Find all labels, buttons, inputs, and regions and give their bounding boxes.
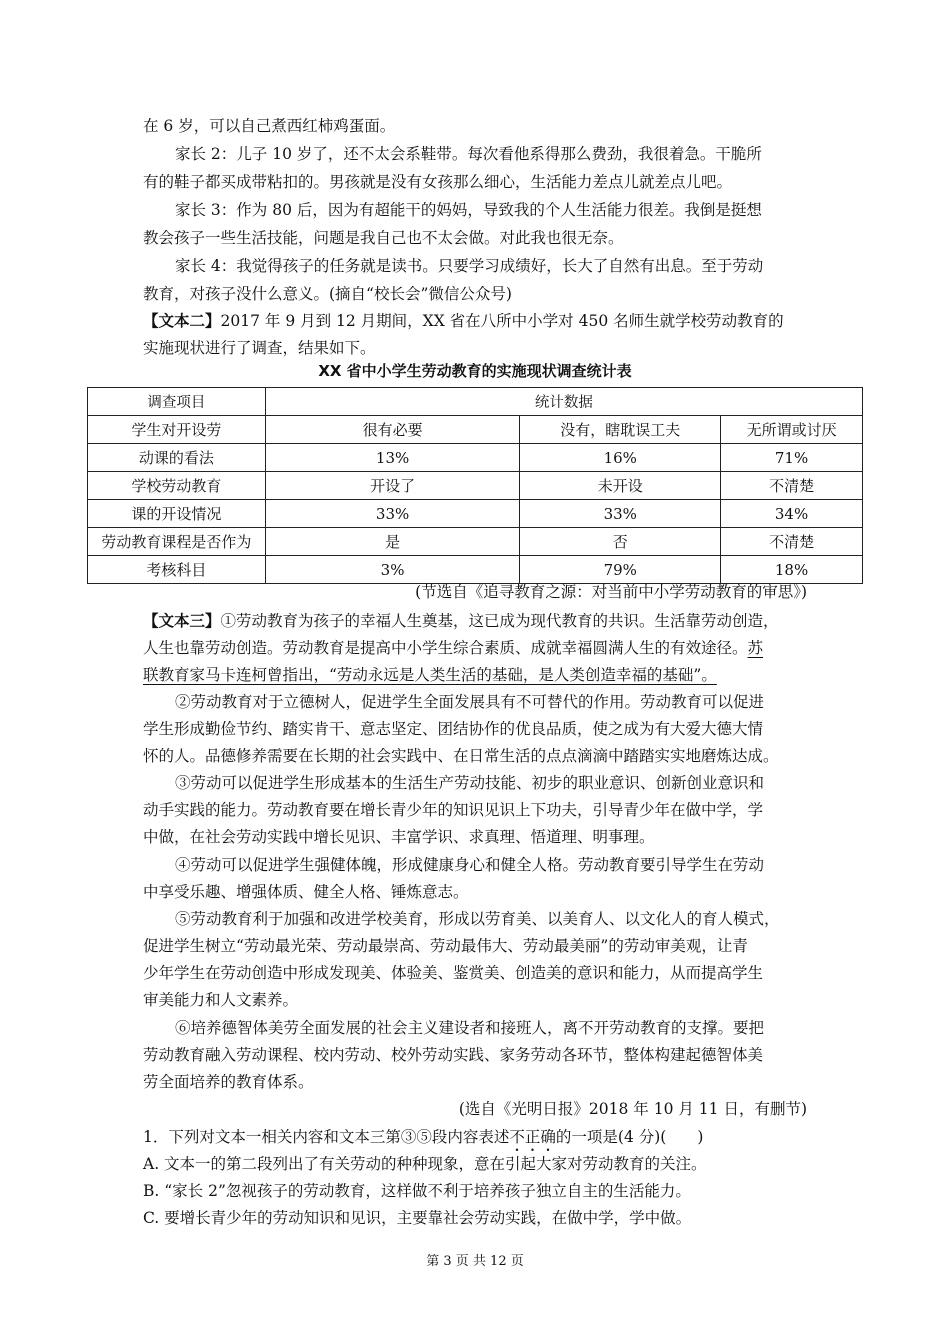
item-cell: 学生对开设劳 — [88, 416, 266, 444]
text3-line: 中享受乐趣、增强体质、健全人格、锤炼意志。 — [143, 883, 469, 901]
table-row — [88, 556, 863, 584]
text3-label: 【文本三】 — [143, 611, 221, 630]
table-row — [88, 528, 863, 556]
value-cell: 13% — [265, 444, 520, 472]
table-row — [88, 444, 863, 472]
text3-p5: ⑤劳动教育利于加强和改进学校美育，形成以劳育美、以美育人、以文化人的育人模式， — [175, 910, 780, 928]
text3-line: 少年学生在劳动创造中形成发现美、体验美、鉴赏美、创造美的意识和能力，从而提高学生 — [143, 964, 764, 982]
text2-intro — [143, 311, 807, 331]
value-cell: 33% — [520, 500, 721, 528]
text3-p6: ⑥培养德智体美劳全面发展的社会主义建设者和接班人，离不开劳动教育的支撑。要把 — [175, 1019, 765, 1037]
option-cell: 很有必要 — [265, 416, 520, 444]
text3-line: 劳动教育融入劳动课程、校内劳动、校外劳动实践、家务劳动各环节，整体构建起德智体美 — [143, 1046, 764, 1064]
table-source: (节选自《追寻教育之源：对当前中小学劳动教育的审思》) — [415, 583, 807, 601]
text2-line: 实施现状进行了调查，结果如下。 — [143, 339, 376, 357]
table-row — [88, 416, 863, 444]
option-cell: 无所谓或讨厌 — [721, 416, 863, 444]
page-footer: 第 3 页 共 12 页 — [426, 1254, 524, 1269]
underlined-text: 苏 — [747, 639, 764, 657]
text3-line: 动手实践的能力。劳动教育要在增长青少年的知识见识上下功夫，引导青少年在做中学，学 — [143, 801, 764, 819]
option-cell: 不清楚 — [721, 472, 863, 500]
parent-2-line: 家长 2：儿子 10 岁了，还不太会系鞋带。每次看他系得那么费劲，我很着急。干脆所 — [175, 145, 762, 163]
text3-p1 — [143, 611, 807, 631]
value-cell: 71% — [721, 444, 863, 472]
text3-line: 怀的人。品德修养需要在长期的社会实践中、在日常生活的点点滴滴中踏踏实实地磨炼达成。 — [143, 747, 779, 765]
item-cell: 课的开设情况 — [88, 500, 266, 528]
option-cell: 是 — [265, 528, 520, 556]
text3-line: ①劳动教育为孩子的幸福人生奠基，这已成为现代教育的共识。生活靠劳动创造， — [220, 612, 779, 630]
option-cell: 开设了 — [265, 472, 520, 500]
parent-3-line: 家长 3：作为 80 后，因为有超能干的妈妈，导致我的个人生活能力很差。我倒是挺想 — [175, 201, 762, 219]
text2-label: 【文本二】 — [143, 311, 221, 330]
text3-line: 中做，在社会劳动实践中增长见识、丰富学识、求真理、悟道理、明事理。 — [143, 828, 655, 846]
emphasized-text: 不正确 — [509, 1128, 556, 1146]
value-cell: 79% — [520, 556, 721, 584]
text3-p4: ④劳动可以促进学生强健体魄，形成健康身心和健全人格。劳动教育要引导学生在劳动 — [175, 856, 765, 874]
text3-source: (选自《光明日报》2018 年 10 月 11 日，有删节) — [458, 1100, 807, 1118]
header-item: 调查项目 — [88, 388, 266, 416]
text3-p3: ③劳动可以促进学生形成基本的生活生产劳动技能、初步的职业意识、创新创业意识和 — [175, 774, 765, 792]
option-a: A. 文本一的第二段列出了有关劳动的种种现象，意在引起大家对劳动教育的关注。 — [143, 1155, 707, 1173]
option-b: B. “家长 2”忽视孩子的劳动教育，这样做不利于培养孩子独立自主的生活能力。 — [143, 1182, 691, 1200]
item-cell: 劳动教育课程是否作为 — [88, 528, 266, 556]
survey-table — [87, 387, 863, 584]
text3-line-part: 人生也靠劳动创造。劳动教育是提高中小学生综合素质、成就幸福圆满人生的有效途径。 — [143, 639, 748, 657]
table-row — [88, 500, 863, 528]
text3-line: 审美能力和人文素养。 — [143, 991, 299, 1009]
passage-line: 教会孩子一些生活技能，问题是我自己也不太会做。对此我也很无奈。 — [143, 229, 624, 247]
item-cell: 动课的看法 — [88, 444, 266, 472]
item-cell: 学校劳动教育 — [88, 472, 266, 500]
text3-line: 学生形成勤俭节约、踏实肯干、意志坚定、团结协作的优良品质，使之成为有大爱大德大情 — [143, 720, 764, 738]
value-cell: 3% — [265, 556, 520, 584]
option-cell: 不清楚 — [721, 528, 863, 556]
item-cell: 考核科目 — [88, 556, 266, 584]
passage-line: 教育，对孩子没什么意义。(摘自“校长会”微信公众号) — [143, 285, 512, 303]
stem-text: 1．下列对文本一相关内容和文本三第③⑤段内容表述 — [143, 1128, 510, 1146]
stem-text: 的一项是(4 分)( ) — [555, 1128, 704, 1146]
underlined-quote: 联教育家马卡连柯曾指出，“劳动永远是人类生活的基础，是人类创造幸福的基础”。 — [143, 666, 717, 684]
table-title: XX 省中小学生劳动教育的实施现状调查统计表 — [318, 362, 632, 380]
option-cell: 没有，瞎耽误工夫 — [520, 416, 721, 444]
text3-line — [143, 638, 807, 658]
value-cell: 18% — [721, 556, 863, 584]
passage-line: 在 6 岁，可以自己煮西红柿鸡蛋面。 — [143, 117, 396, 135]
value-cell: 34% — [721, 500, 863, 528]
header-data: 统计数据 — [265, 388, 862, 416]
value-cell: 33% — [265, 500, 520, 528]
question-stem — [143, 1127, 807, 1155]
text3-line: 促进学生树立“劳动最光荣、劳动最崇高、劳动最伟大、劳动最美丽”的劳动审美观，让青 — [143, 937, 748, 955]
table-row — [88, 472, 863, 500]
value-cell: 16% — [520, 444, 721, 472]
parent-4-line: 家长 4：我觉得孩子的任务就是读书。只要学习成绩好，长大了自然有出息。至于劳动 — [175, 257, 764, 275]
option-c: C. 要增长青少年的劳动知识和见识，主要靠社会劳动实践，在做中学，学中做。 — [143, 1209, 692, 1227]
text3-line: 劳全面培养的教育体系。 — [143, 1073, 314, 1091]
text2-line: 2017 年 9 月到 12 月期间，XX 省在八所中小学对 450 名师生就学校劳动教育的 — [220, 312, 784, 330]
text3-p2: ②劳动教育对于立德树人，促进学生全面发展具有不可替代的作用。劳动教育可以促进 — [175, 693, 765, 711]
passage-line: 有的鞋子都买成带粘扣的。男孩就是没有女孩那么细心，生活能力差点儿就差点儿吧。 — [143, 173, 733, 191]
table-header-row — [88, 388, 863, 416]
option-cell: 未开设 — [520, 472, 721, 500]
option-cell: 否 — [520, 528, 721, 556]
